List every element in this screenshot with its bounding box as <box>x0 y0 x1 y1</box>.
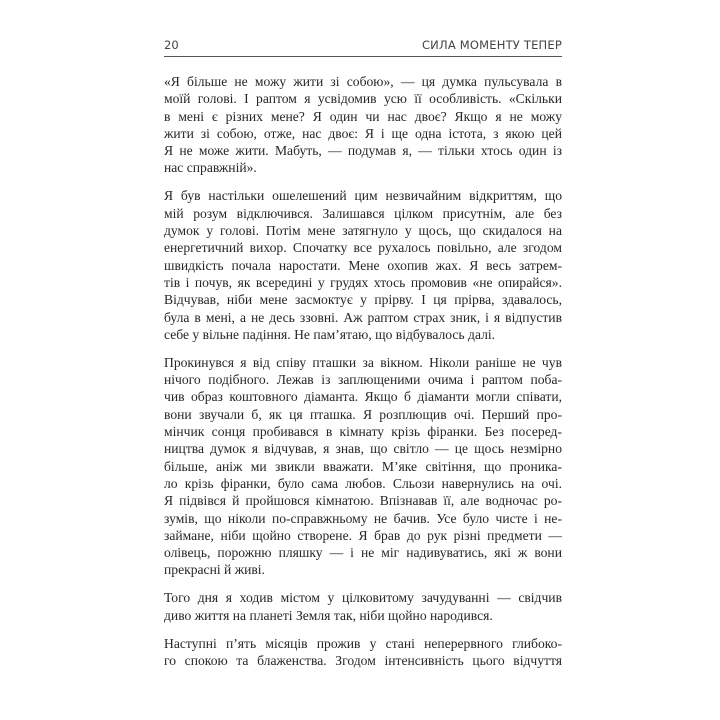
text-line: мій розум відключився. Залишався цілком присутнім, але без <box>164 205 562 221</box>
text-line: Наступні п’ять місяців прожив у стані неперервного глибоко- <box>164 635 562 651</box>
text-line: більше, аніж ми звикли вважати. М’яке світіння, що проника- <box>164 458 562 474</box>
text-line: Я підвівся й пройшовся кімнатою. Впізнавав її, але водночас ро- <box>164 493 562 509</box>
text-line: займане, ніби щойно створене. Я брав до рук різні предмети — <box>164 527 562 543</box>
text-line: го спокою та блаженства. Згодом інтенсивність цього відчуття <box>164 652 562 668</box>
text-line: в мені є різних мене? Я один чи нас двоє? Якщо я не можу <box>164 108 562 124</box>
paragraph <box>164 73 562 177</box>
text-line: тів і почув, як всередині у грудях хтось промовив «не опирайся». <box>164 274 562 290</box>
text-line: зумів, що ніколи по-справжньому не бачив. Усе було чисте і не- <box>164 510 562 526</box>
text-line: швидкість почала наростати. Мене охопив жах. Я весь затрем- <box>164 257 562 273</box>
text-line: диво життя на планеті Земля так, ніби щойно народився. <box>164 607 493 623</box>
text-line: вони звучали б, як ця пташка. Я розплющив очі. Перший про- <box>164 406 562 422</box>
text-line: «Я більше не можу жити зі собою», — ця думка пульсувала в <box>164 74 562 89</box>
header-rule <box>164 56 562 57</box>
text-line: моїй голові. І раптом я усвідомив усю її особливість. «Скільки <box>164 91 562 107</box>
text-line: думок у голові. Потім мене затягнуло у щось, що скидалося на <box>164 223 562 239</box>
text-line: мінчик сонця пробивався в кімнату крізь фіранки. Без посеред- <box>164 424 562 440</box>
text-line: ництва думок я відчував, я знав, що світло — це щось незмірно <box>164 441 562 457</box>
paragraph <box>164 354 562 579</box>
text-line: ло крізь фіранки, було сама любов. Сльози навернулись на очі. <box>164 475 562 491</box>
text-line: прекрасні й живі. <box>164 562 265 578</box>
paragraph <box>164 187 562 343</box>
paragraph <box>164 635 562 670</box>
text-line: жити зі собою, отже, нас двоє: Я і ще одна істота, з якою цей <box>164 125 562 141</box>
text-line: чив образ коштовного діаманта. Якщо б діаманти могли співати, <box>164 389 562 405</box>
text-line: себе у вільне падіння. Не пам’ятаю, що відбувалось далі. <box>164 326 496 342</box>
text-line: олівець, порожню пляшку — і не міг надивуватись, які ж вони <box>164 545 562 561</box>
paragraph <box>164 589 562 624</box>
page-body <box>164 73 562 680</box>
text-line: Я був настільки ошелешений цим незвичайним відкриттям, що <box>164 188 562 204</box>
running-title: СИЛА МОМЕНТУ ТЕПЕР <box>421 38 562 52</box>
text-line: Відчував, ніби мене засмоктує у прірву. І ця прірва, здавалось, <box>164 292 562 308</box>
text-line: Прокинувся я від співу пташки за вікном. Ніколи раніше не чув <box>164 354 562 370</box>
page-number: 20 <box>164 38 179 52</box>
text-line: була в мені, а не десь ззовні. Аж раптом страх зник, і я відпустив <box>164 309 562 325</box>
text-line: нічого подібного. Лежав із заплющеними очима і раптом поба- <box>164 372 562 388</box>
text-line: Того дня я ходив містом у цілковитому зачудуванні — свідчив <box>164 590 562 606</box>
text-line: Я не може жити. Мабуть, — подумав я, — тільки хтось один із <box>164 143 562 159</box>
text-line: нас справжній». <box>164 160 257 176</box>
text-line: енергетичний вихор. Спочатку все рухалось повільно, але згодом <box>164 240 562 256</box>
page-header <box>164 38 562 56</box>
